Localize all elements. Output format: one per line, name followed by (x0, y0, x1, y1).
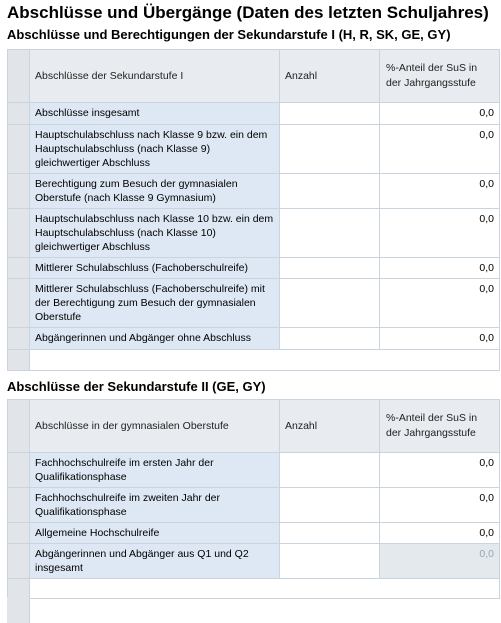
pct-value: 0,0 (380, 258, 500, 279)
table-sek1 (7, 49, 500, 371)
row-label: Hauptschulabschluss nach Klasse 9 bzw. ein dem Hauptschulabschluss (nach Klasse 9) gleichwertiger Abschluss (30, 125, 280, 174)
row-label: Mittlerer Schulabschluss (Fachoberschulreife) (30, 258, 280, 279)
row-label: Abgängerinnen und Abgänger ohne Abschluss (30, 328, 280, 350)
row-selector[interactable] (8, 125, 30, 174)
pct-value: 0,0 (380, 453, 500, 488)
pct-value: 0,0 (380, 125, 500, 174)
column-header-label[interactable]: Abschlüsse der Sekundarstufe I (30, 50, 280, 103)
row-selector[interactable] (8, 50, 30, 103)
page-title: Abschlüsse und Übergänge (Daten des letzten Schuljahres) (7, 3, 489, 22)
column-header-pct[interactable]: %-Anteil der SuS in der Jahrgangsstufe (380, 50, 500, 103)
table-header-row (8, 400, 500, 453)
empty-row (8, 579, 500, 599)
count-input[interactable] (280, 125, 380, 174)
row-selector[interactable] (8, 328, 30, 350)
row-selector[interactable] (8, 279, 30, 328)
table-sek2 (7, 399, 500, 599)
row-label: Fachhochschulreife im zweiten Jahr der Qualifikationsphase (30, 488, 280, 523)
pct-value: 0,0 (380, 174, 500, 209)
count-input[interactable] (280, 544, 380, 579)
row-selector[interactable] (8, 400, 30, 453)
row-label: Hauptschulabschluss nach Klasse 10 bzw. ein dem Hauptschulabschluss (nach Klasse 10) gleichwertiger Abschluss (30, 209, 280, 258)
section-title-sek1: Abschlüsse und Berechtigungen der Sekundarstufe I (H, R, SK, GE, GY) (7, 27, 451, 42)
count-input[interactable] (280, 453, 380, 488)
row-label: Allgemeine Hochschulreife (30, 523, 280, 544)
count-input[interactable] (280, 279, 380, 328)
pct-value: 0,0 (380, 103, 500, 125)
row-label: Mittlerer Schulabschluss (Fachoberschulreife) mit der Berechtigung zum Besuch der gymnasialen Oberstufe (30, 279, 280, 328)
empty-row (8, 350, 500, 371)
pct-value: 0,0 (380, 209, 500, 258)
table-row[interactable] (8, 523, 500, 544)
row-selector[interactable] (8, 523, 30, 544)
table-row[interactable] (8, 258, 500, 279)
column-header-label[interactable]: Abschlüsse in der gymnasialen Oberstufe (30, 400, 280, 453)
count-input[interactable] (280, 103, 380, 125)
table-row[interactable] (8, 125, 500, 174)
column-header-count[interactable]: Anzahl (280, 50, 380, 103)
table-row[interactable] (8, 174, 500, 209)
row-selector-strip (7, 597, 30, 623)
table-row[interactable] (8, 453, 500, 488)
count-input[interactable] (280, 209, 380, 258)
count-input[interactable] (280, 174, 380, 209)
pct-value-disabled: 0,0 (380, 544, 500, 579)
section-title-sek2: Abschlüsse der Sekundarstufe II (GE, GY) (7, 379, 266, 394)
row-selector[interactable] (8, 103, 30, 125)
empty-area (30, 579, 500, 599)
row-selector[interactable] (8, 174, 30, 209)
row-selector[interactable] (8, 544, 30, 579)
row-label: Abgängerinnen und Abgänger aus Q1 und Q2 insgesamt (30, 544, 280, 579)
pct-value: 0,0 (380, 328, 500, 350)
table-row[interactable] (8, 279, 500, 328)
table-row[interactable] (8, 103, 500, 125)
row-selector[interactable] (8, 453, 30, 488)
column-header-pct[interactable]: %-Anteil der SuS in der Jahrgangsstufe (380, 400, 500, 453)
pct-value: 0,0 (380, 523, 500, 544)
table-header-row (8, 50, 500, 103)
row-selector[interactable] (8, 579, 30, 599)
table-row[interactable] (8, 544, 500, 579)
table-row[interactable] (8, 328, 500, 350)
row-selector[interactable] (8, 488, 30, 523)
row-label: Abschlüsse insgesamt (30, 103, 280, 125)
row-label: Fachhochschulreife im ersten Jahr der Qualifikationsphase (30, 453, 280, 488)
row-selector[interactable] (8, 258, 30, 279)
pct-value: 0,0 (380, 488, 500, 523)
empty-area (30, 350, 500, 371)
count-input[interactable] (280, 258, 380, 279)
pct-value: 0,0 (380, 279, 500, 328)
table-row[interactable] (8, 209, 500, 258)
row-selector[interactable] (8, 350, 30, 371)
row-selector[interactable] (8, 209, 30, 258)
column-header-count[interactable]: Anzahl (280, 400, 380, 453)
count-input[interactable] (280, 328, 380, 350)
row-label: Berechtigung zum Besuch der gymnasialen Oberstufe (nach Klasse 9 Gymnasium) (30, 174, 280, 209)
count-input[interactable] (280, 523, 380, 544)
table-row[interactable] (8, 488, 500, 523)
count-input[interactable] (280, 488, 380, 523)
